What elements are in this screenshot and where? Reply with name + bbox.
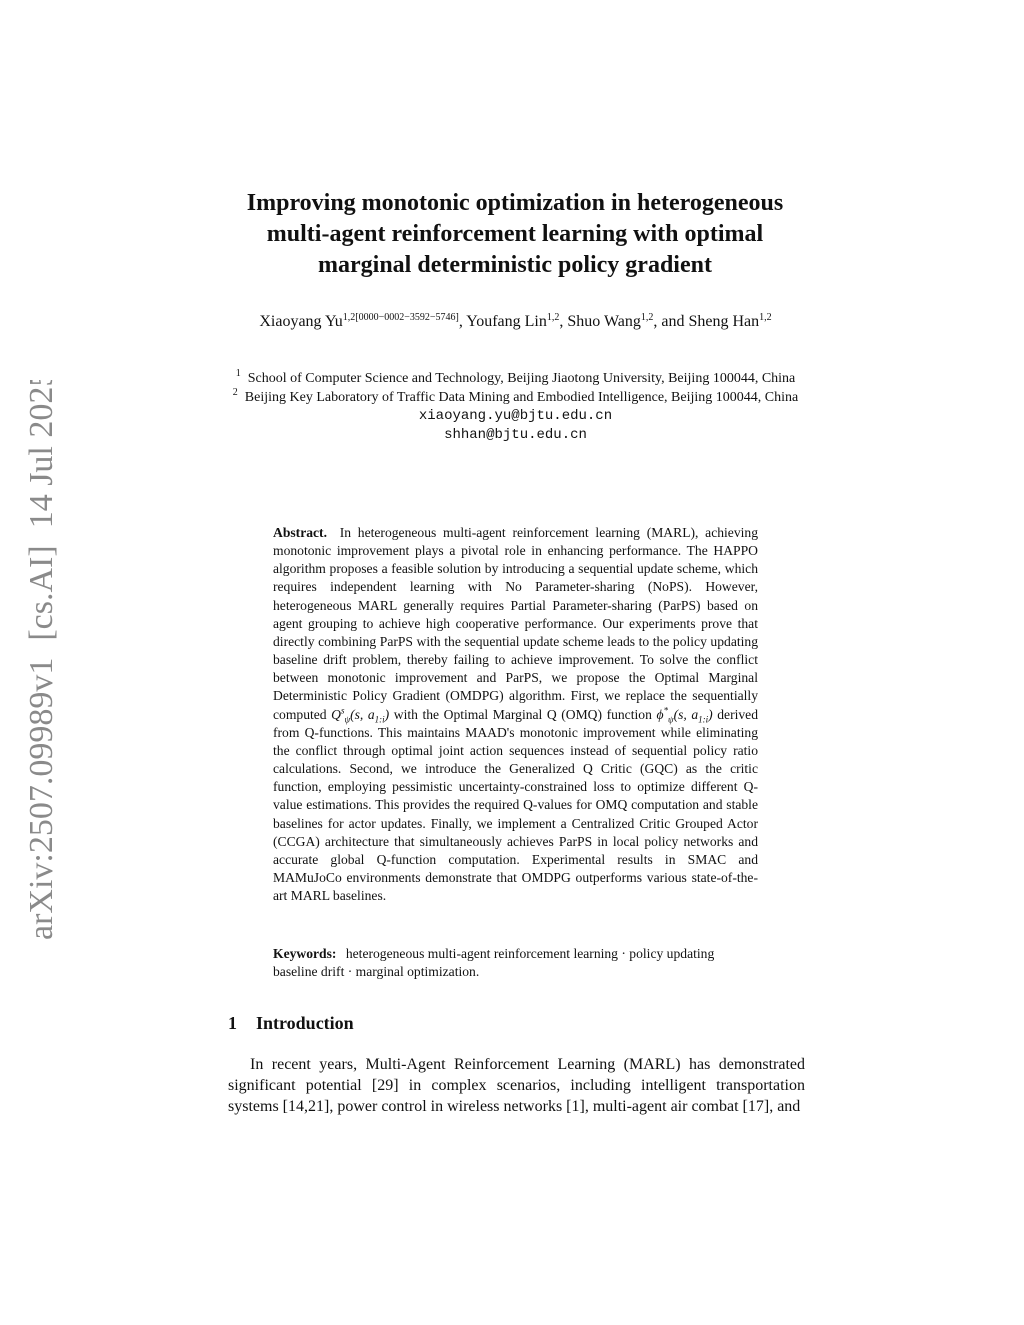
abstract-text-3: derived from Q-functions. This maintains MAAD's monotonic improvement while eliminating the conflict through optimal joint action sequences instead of sequential policy ratio calculations. Second, we introduce the Generalized Q Critic (GQC) as the critic function, employing pessimistic uncertainty-constrained loss to optimize different Q-value estimations. This provides the required Q-values for OMQ computation and stable baselines for actor updates. Finally, we implement a Centralized Critic Grouped Actor (CCGA) architecture that simultaneously achieves ParPS in local policy networks and accurate global Q-function computation. Experimental results in SMAC and MAMuJoCo environments demonstrate that OMDPG outperforms various state-of-the-art MARL baselines.	[273, 706, 758, 904]
keywords-text: heterogeneous multi-agent reinforcement learning · policy updating baseline drift · marginal optimization.	[273, 946, 715, 979]
affiliation-2-text: Beijing Key Laboratory of Traffic Data Mining and Embodied Intelligence, Beijing 100044, China	[244, 389, 799, 405]
affiliation-1	[228, 370, 803, 389]
abstract-label: Abstract.	[273, 525, 327, 540]
title-line-1: Improving monotonic optimization in heterogeneous	[246, 190, 784, 216]
author-3: , Shuo Wang	[559, 313, 641, 330]
author-3-affil: 1,2	[640, 312, 654, 323]
section-title: Introduction	[256, 1013, 354, 1033]
title-line-3: marginal deterministic policy gradient	[318, 252, 712, 278]
affiliation-2	[228, 386, 803, 408]
abstract	[273, 524, 758, 905]
section-number: 1	[228, 1013, 237, 1033]
affiliations	[228, 370, 803, 444]
section-heading	[228, 1013, 354, 1034]
email-1[interactable]: xiaoyang.yu@bjtu.edu.cn	[418, 408, 613, 424]
author-2-affil: 1,2	[546, 312, 560, 323]
author-1: Xiaoyang Yu	[259, 313, 343, 330]
paper-title	[200, 188, 830, 281]
keywords-label: Keywords:	[273, 946, 337, 961]
affiliation-2-mark: 2	[232, 386, 238, 398]
intro-paragraph: In recent years, Multi-Agent Reinforcement Learning (MARL) has demonstrated significant potential [29] in complex scenarios, including intelligent transportation systems [14,21], power control in wireless networks [1], multi-agent air combat [17], and	[228, 1056, 805, 1115]
author-2: , Youfang Lin	[458, 313, 547, 330]
math-q-psi: $Q^s_\psi(s$, $a_{1:i}$)	[331, 705, 390, 725]
math-phi-psi: $\phi^*_\psi(s$, $a_{1:i}$)	[656, 705, 713, 725]
affiliation-1-mark: 1	[235, 368, 241, 379]
title-line-2: multi-agent reinforcement learning with optimal	[266, 221, 764, 247]
author-1-affil: 1,2[0000−0002−3592−5746]	[342, 312, 459, 323]
abstract-text-2: with the Optimal Marginal Q (OMQ) function	[393, 706, 652, 722]
affiliation-1-text: School of Computer Science and Technology, Beijing Jiaotong University, Beijing 100044, China	[247, 371, 796, 386]
abstract-text-1: In heterogeneous multi-agent reinforcement learning (MARL), achieving monotonic improvement plays a pivotal role in enhancing performance. The HAPPO algorithm proposes a feasible solution by introducing a sequential update scheme, which requires independent learning with No Parameter-sharing (NoPS). However, heterogeneous MARL generally requires Partial Parameter-sharing (ParPS) based on agent grouping to achieve high cooperative performance. Our experiments prove that directly combining ParPS with the sequential update scheme leads to the policy updating baseline drift problem, thereby failing to achieve improvement. To solve the conflict between monotonic improvement and ParPS, we propose the Optimal Marginal Deterministic Policy Gradient (OMDPG) algorithm. First, we replace the sequentially computed	[273, 525, 758, 722]
author-4-affil: 1,2	[759, 312, 772, 323]
arxiv-stamp-text: arXiv:2507.09989v1 [cs.AI] 14 Jul 2025	[23, 380, 60, 940]
keywords	[273, 945, 758, 981]
author-list	[228, 311, 803, 332]
arxiv-stamp	[14, 380, 64, 940]
author-4: , and Sheng Han	[653, 313, 760, 330]
email-2[interactable]: shhan@bjtu.edu.cn	[444, 426, 587, 443]
